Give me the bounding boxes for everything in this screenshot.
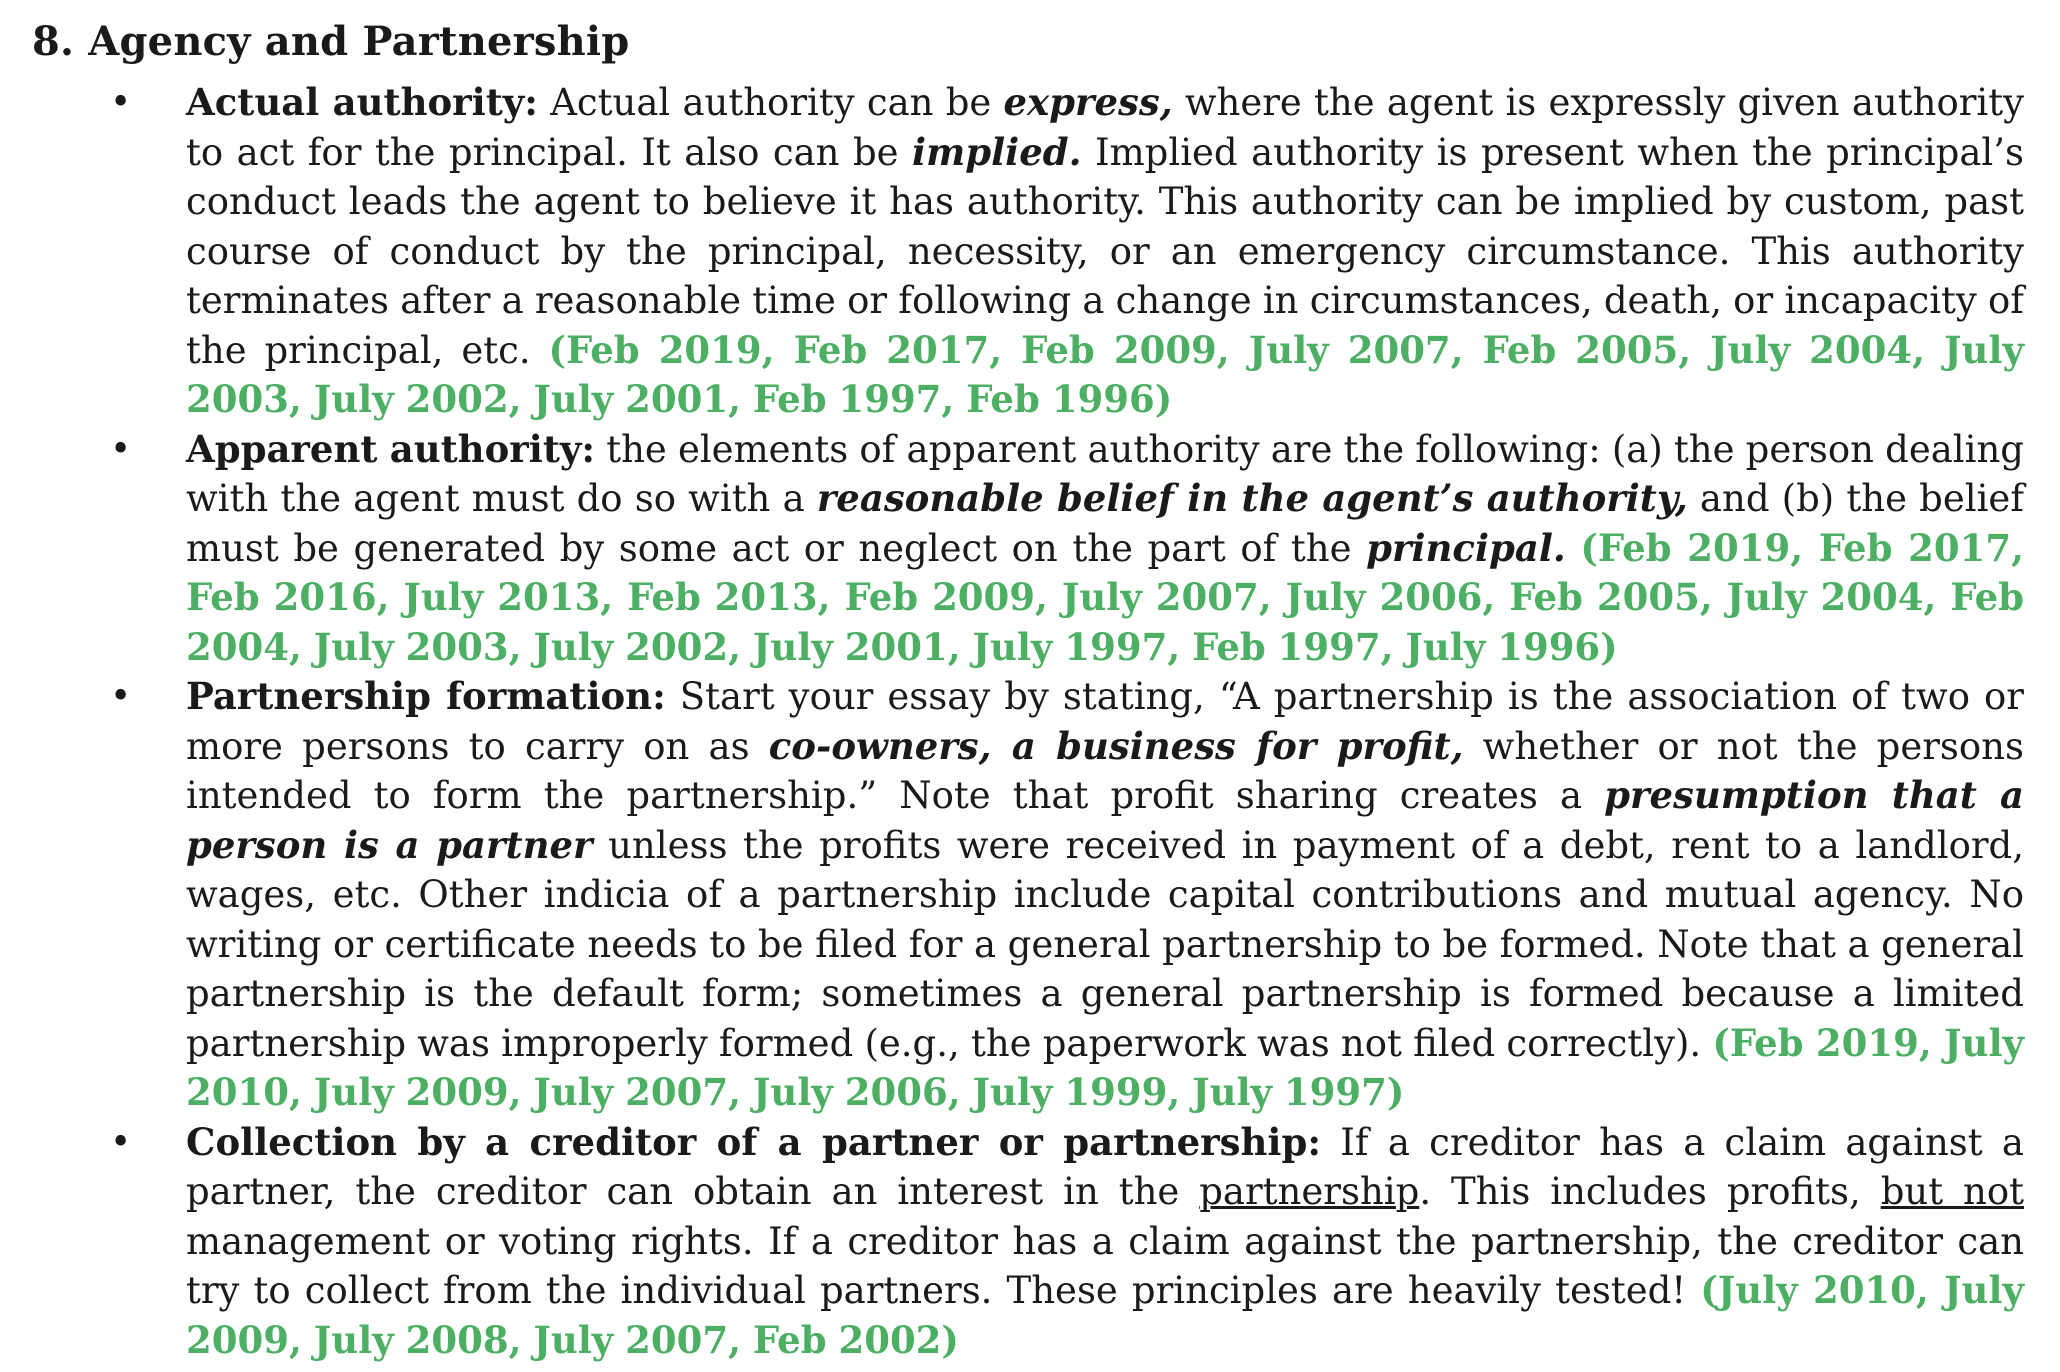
item-text: and (b) the belief must be generated by some act or neglect on the part of the — [186, 477, 2025, 570]
item-title: Actual authority: — [186, 80, 538, 124]
topic-list — [0, 78, 2060, 1365]
item-text: Implied authority is present when the principal’s conduct leads the agent to believe it has authority. This authority can be implied by custom, past course of conduct by the principal, necessity, or an emergency circumstance. This authority terminates after a reasonable time or following a change in circumstances, death, or incapacity of the principal, etc. — [186, 130, 2024, 372]
bullet-icon: • — [110, 428, 132, 470]
item-emphasis: implied. — [912, 129, 1082, 174]
item-text: management or voting rights. If a creditor has a claim against the partnership, the creditor can try to collect from the individual partners. These principles are heavily tested! — [186, 1219, 2024, 1312]
item-text: where the agent is expressly given authority to act for the principal. It also can be — [186, 81, 2025, 174]
item-text: Actual authority can be — [537, 81, 1004, 124]
item-text: whether or not the persons intended to form the partnership.” Note that profit sharing creates a — [186, 724, 2024, 817]
list-item-actual-authority — [0, 78, 2024, 425]
item-text: the elements of apparent authority are the following: (a) the person dealing with the agent must do so with a — [186, 427, 2024, 520]
item-text: If a creditor has a claim against a partner, the creditor can obtain an interest in the — [186, 1120, 2024, 1213]
bullet-icon: • — [110, 1121, 132, 1163]
section-heading: 8. Agency and Partnership — [32, 18, 630, 65]
exam-dates: (July 2010, July 2009, July 2008, July 2007, Feb 2002) — [186, 1268, 2024, 1362]
item-emphasis: principal. — [1366, 525, 1566, 570]
list-item-partnership-formation — [0, 672, 2024, 1118]
item-title: Partnership formation: — [186, 674, 666, 718]
exam-dates: (Feb 2019, Feb 2017, Feb 2016, July 2013, Feb 2013, Feb 2009, July 2007, July 2006, Feb 2005, July 2004, Feb 2004, July 2003, July 2002, July 2001, July 1997, Feb 1997, July 1996) — [186, 525, 2025, 669]
bullet-icon: • — [110, 676, 132, 717]
exam-dates: (Feb 2019, July 2010, July 2009, July 2007, July 2006, July 1999, July 1997) — [186, 1020, 2024, 1114]
item-emphasis: co-owners, a business for profit, — [768, 723, 1464, 768]
item-emphasis: presumption that a person is a partner — [186, 773, 2024, 867]
item-text: unless the profits were received in payment of a debt, rent to a landlord, wages, etc. Other indicia of a partnership include capital contributions and mutual agency. No writing or certificate needs to be filed for a general partnership to be formed. Note that a general partnership is the default form; sometimes a general partnership is formed because a limited partnership was improperly formed (e.g., the paperwork was not filed correctly). — [186, 823, 2024, 1065]
item-text: Start your essay by stating, “A partnership is the association of two or more persons to carry on as — [186, 675, 2024, 768]
item-text — [1566, 527, 1581, 570]
exam-dates: (Feb 2019, Feb 2017, Feb 2009, July 2007, Feb 2005, July 2004, July 2003, July 2002, July 2001, Feb 1997, Feb 1996) — [186, 327, 2024, 421]
item-underline: partnership — [1199, 1170, 1420, 1213]
list-item-creditor-collection — [0, 1118, 2024, 1366]
item-underline: but not — [1880, 1170, 2024, 1213]
item-emphasis: express, — [1003, 80, 1173, 124]
bullet-icon: • — [110, 82, 132, 123]
item-text: . This includes profits, — [1419, 1170, 1881, 1213]
item-emphasis: reasonable belief in the agent’s authority, — [816, 476, 1688, 520]
item-title: Collection by a creditor of a partner or partnership: — [186, 1119, 1321, 1164]
list-item-apparent-authority — [0, 425, 2024, 673]
item-title: Apparent authority: — [186, 426, 596, 471]
